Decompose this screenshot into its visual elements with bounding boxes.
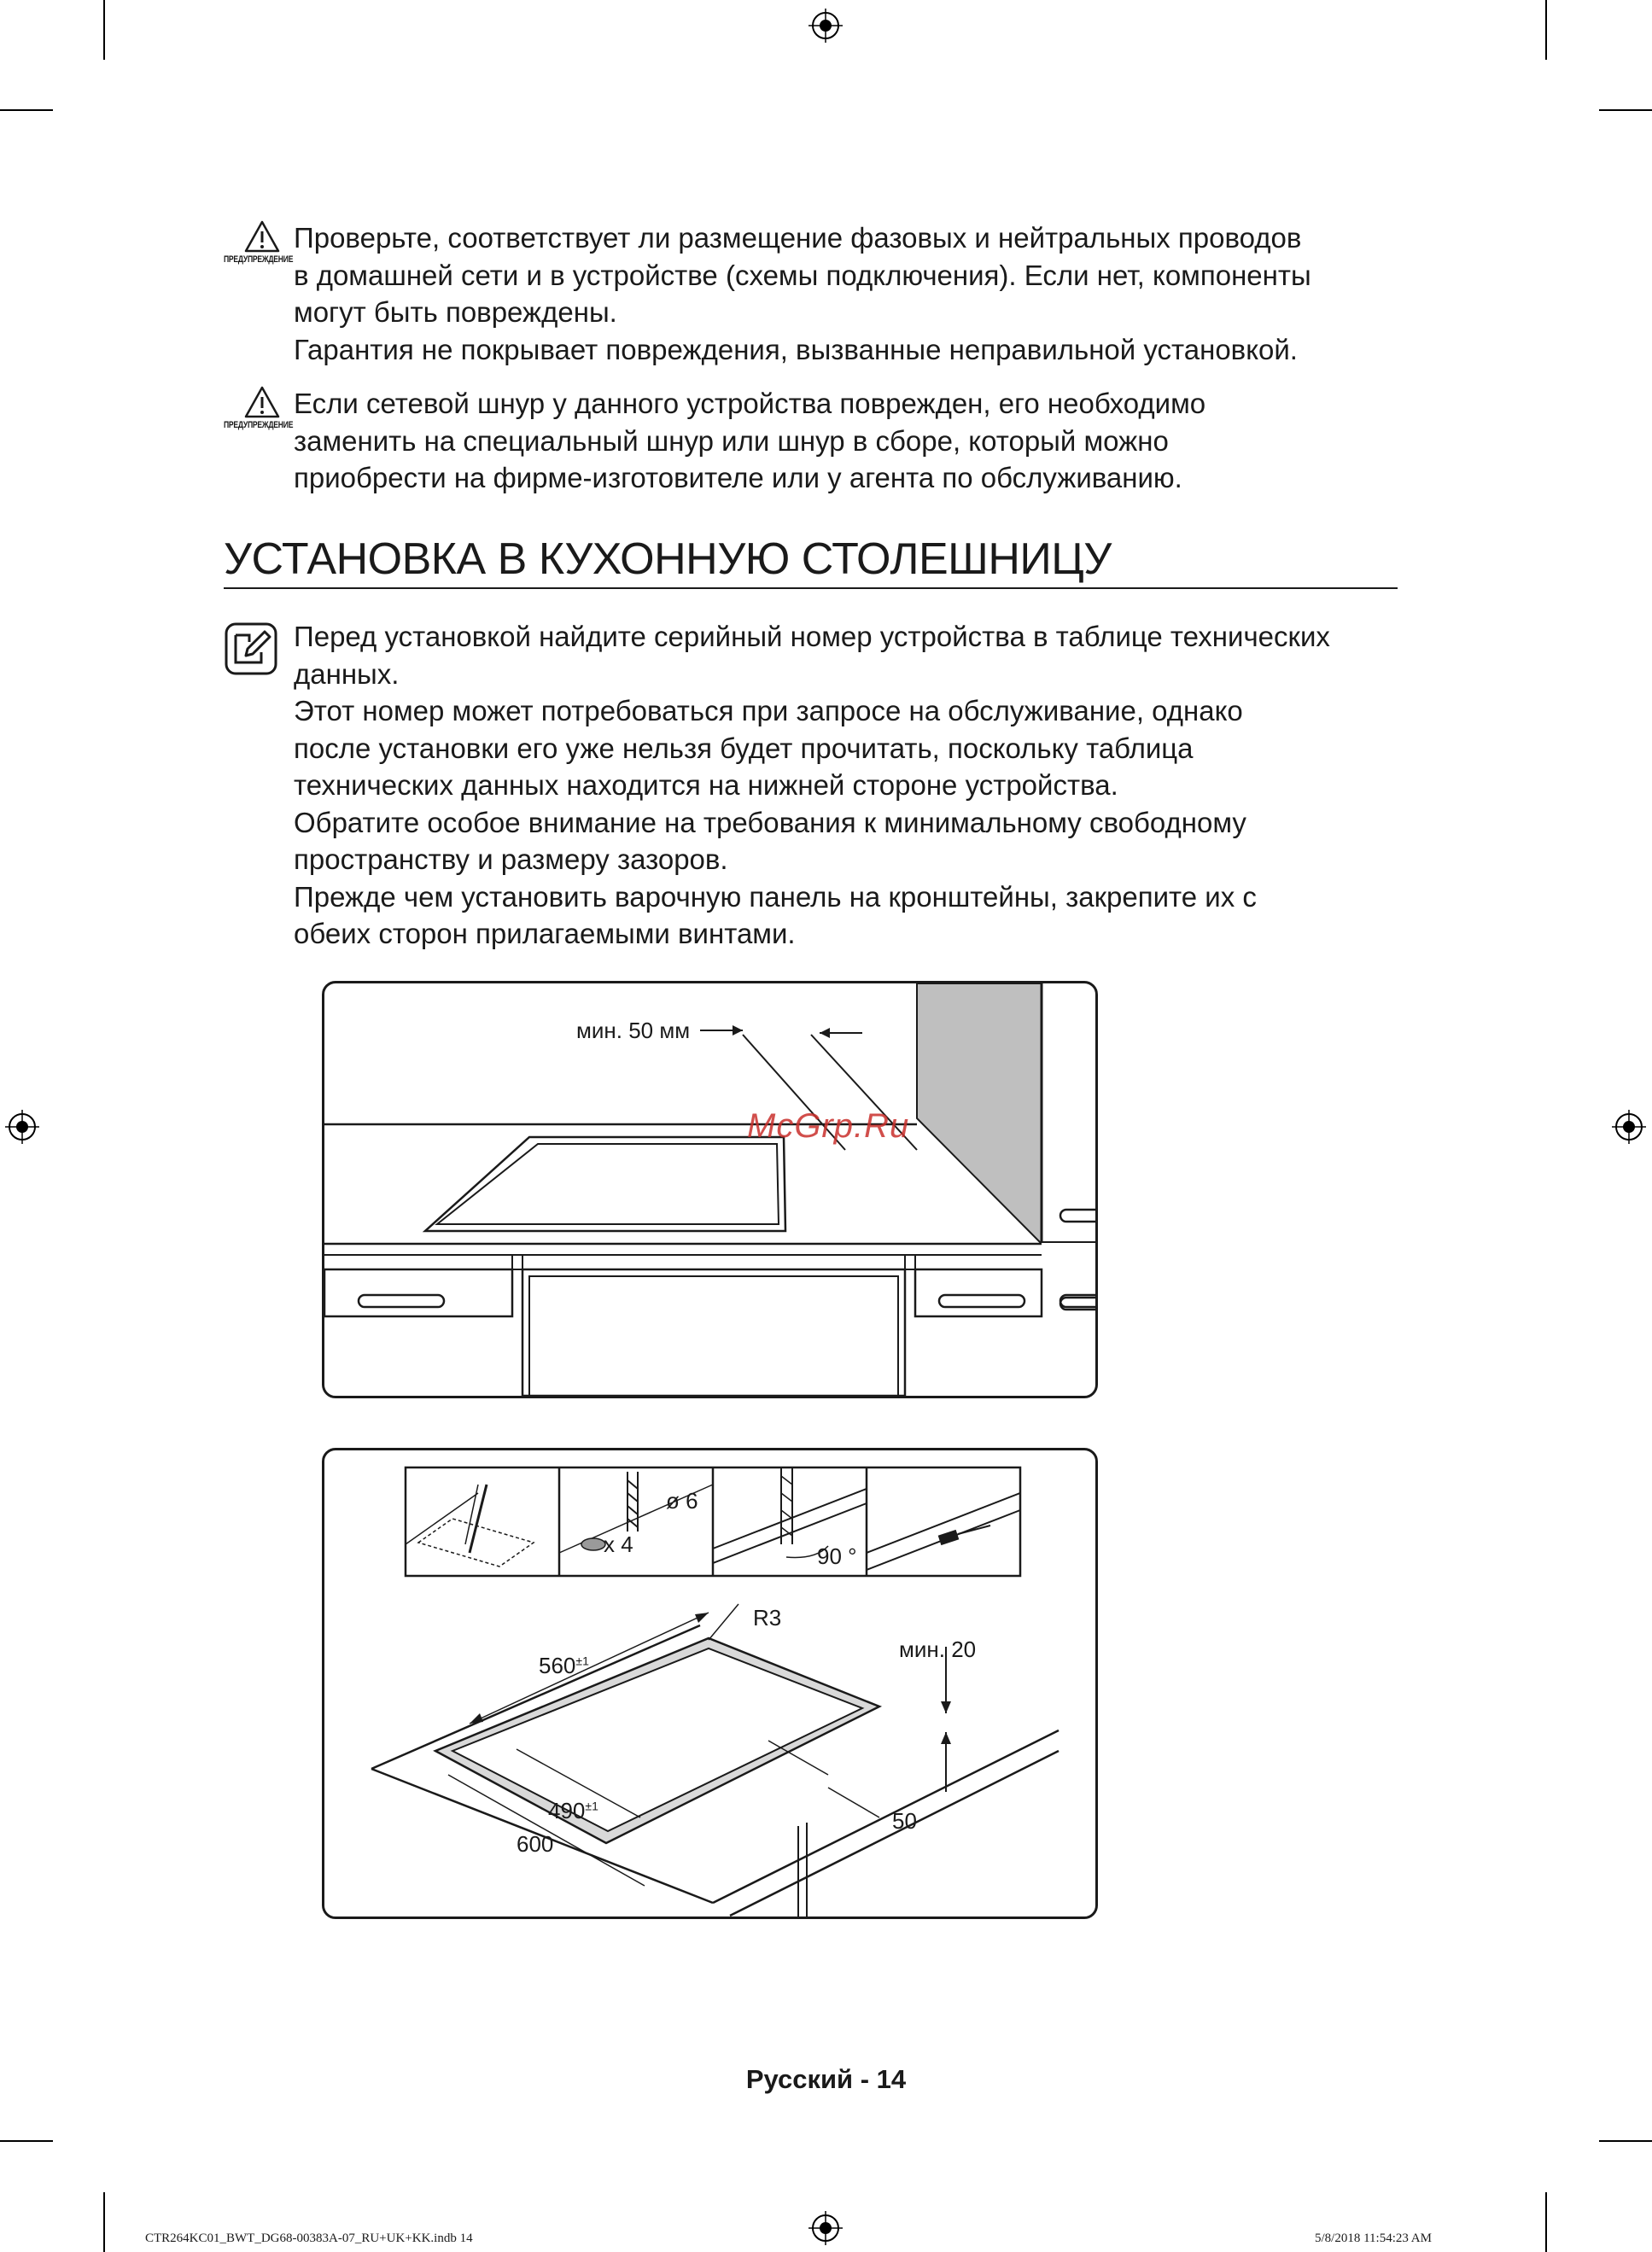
imprint-left: CTR264KC01_BWT_DG68-00383A-07_RU+UK+KK.indb 14 (145, 2232, 473, 2245)
section-title: УСТАНОВКА В КУХОННУЮ СТОЛЕШНИЦУ (224, 531, 1398, 589)
label-angle: 90 ° (817, 1543, 857, 1569)
tolerance: ±1 (585, 1799, 598, 1813)
dimension-value: 560 (539, 1653, 576, 1678)
imprint-right: 5/8/2018 11:54:23 AM (1315, 2232, 1432, 2245)
registration-mark-icon (5, 1110, 39, 1144)
label-width-560 (539, 1653, 589, 1679)
registration-mark-icon (1612, 1110, 1646, 1144)
text-line: Гарантия не покрывает повреждения, вызванные неправильной установкой. (294, 333, 1298, 365)
warning-triangle-icon (244, 220, 280, 253)
text-line: после установки его уже нельзя будет прочитать, поскольку таблица (294, 732, 1194, 764)
text-line: Прежде чем установить варочную панель на кронштейны, закрепите их с (294, 880, 1257, 913)
text-line: Обратите особое внимание на требования к минимальному свободному (294, 806, 1246, 838)
registration-mark-icon (808, 2211, 843, 2245)
cutout-illustration (324, 1450, 1095, 1917)
note-text (294, 618, 1421, 953)
label-depth-490 (548, 1798, 598, 1824)
warning-label: ПРЕДУПРЕЖДЕНИЕ (224, 254, 294, 265)
crop-mark (0, 109, 53, 111)
label-min-20: мин. 20 (899, 1636, 977, 1662)
text-line: приобрести на фирме-изготовителе или у агента по обслуживанию. (294, 462, 1182, 493)
watermark: McGrp.Ru (747, 1107, 910, 1145)
warning-icon-group (224, 220, 292, 265)
text-line: Если сетевой шнур у данного устройства поврежден, его необходимо (294, 388, 1206, 419)
warning-icon-group (224, 386, 292, 430)
label-diameter: ø 6 (666, 1488, 698, 1514)
crop-mark (103, 2192, 105, 2252)
label-screw-count: x 4 (604, 1531, 633, 1557)
text-line: заменить на специальный шнур или шнур в сборе, который можно (294, 424, 1169, 457)
text-line: в домашней сети и в устройстве (схемы подключения). Если нет, компоненты (294, 259, 1311, 291)
crop-mark (1545, 2192, 1547, 2252)
page-number: Русский - 14 (745, 2064, 907, 2094)
warning-text (294, 219, 1421, 368)
warning-label: ПРЕДУПРЕЖДЕНИЕ (224, 420, 294, 430)
crop-mark (1545, 0, 1547, 60)
text-line: Этот номер может потребоваться при запросе на обслуживание, однако (294, 695, 1243, 726)
label-distance-50: 50 (892, 1808, 917, 1834)
crop-mark (103, 0, 105, 60)
label-depth-600: 600 (517, 1831, 554, 1857)
warning-triangle-icon (244, 386, 280, 418)
text-line: данных. (294, 657, 400, 690)
crop-mark (1599, 2140, 1652, 2142)
dimension-value: 490 (548, 1798, 586, 1823)
crop-mark (0, 2140, 53, 2142)
text-line: Проверьте, соответствует ли размещение фазовых и нейтральных проводов (294, 222, 1302, 254)
text-line: технических данных находится на нижней стороне устройства. (294, 769, 1118, 801)
label-min-50mm: мин. 50 мм (576, 1018, 691, 1043)
figure-countertop (322, 981, 1098, 1398)
text-line: могут быть повреждены. (294, 296, 617, 328)
figure-cutout (322, 1448, 1098, 1919)
countertop-illustration (324, 983, 1095, 1396)
text-line: пространству и размеру зазоров. (294, 843, 728, 875)
registration-mark-icon (808, 9, 843, 43)
crop-mark (1599, 109, 1652, 111)
label-radius: R3 (753, 1605, 782, 1631)
warning-text (294, 385, 1421, 497)
tolerance: ±1 (575, 1654, 589, 1668)
text-line: обеих сторон прилагаемыми винтами. (294, 918, 796, 949)
note-icon (224, 621, 278, 676)
text-line: Перед установкой найдите серийный номер устройства в таблице технических (294, 621, 1330, 652)
